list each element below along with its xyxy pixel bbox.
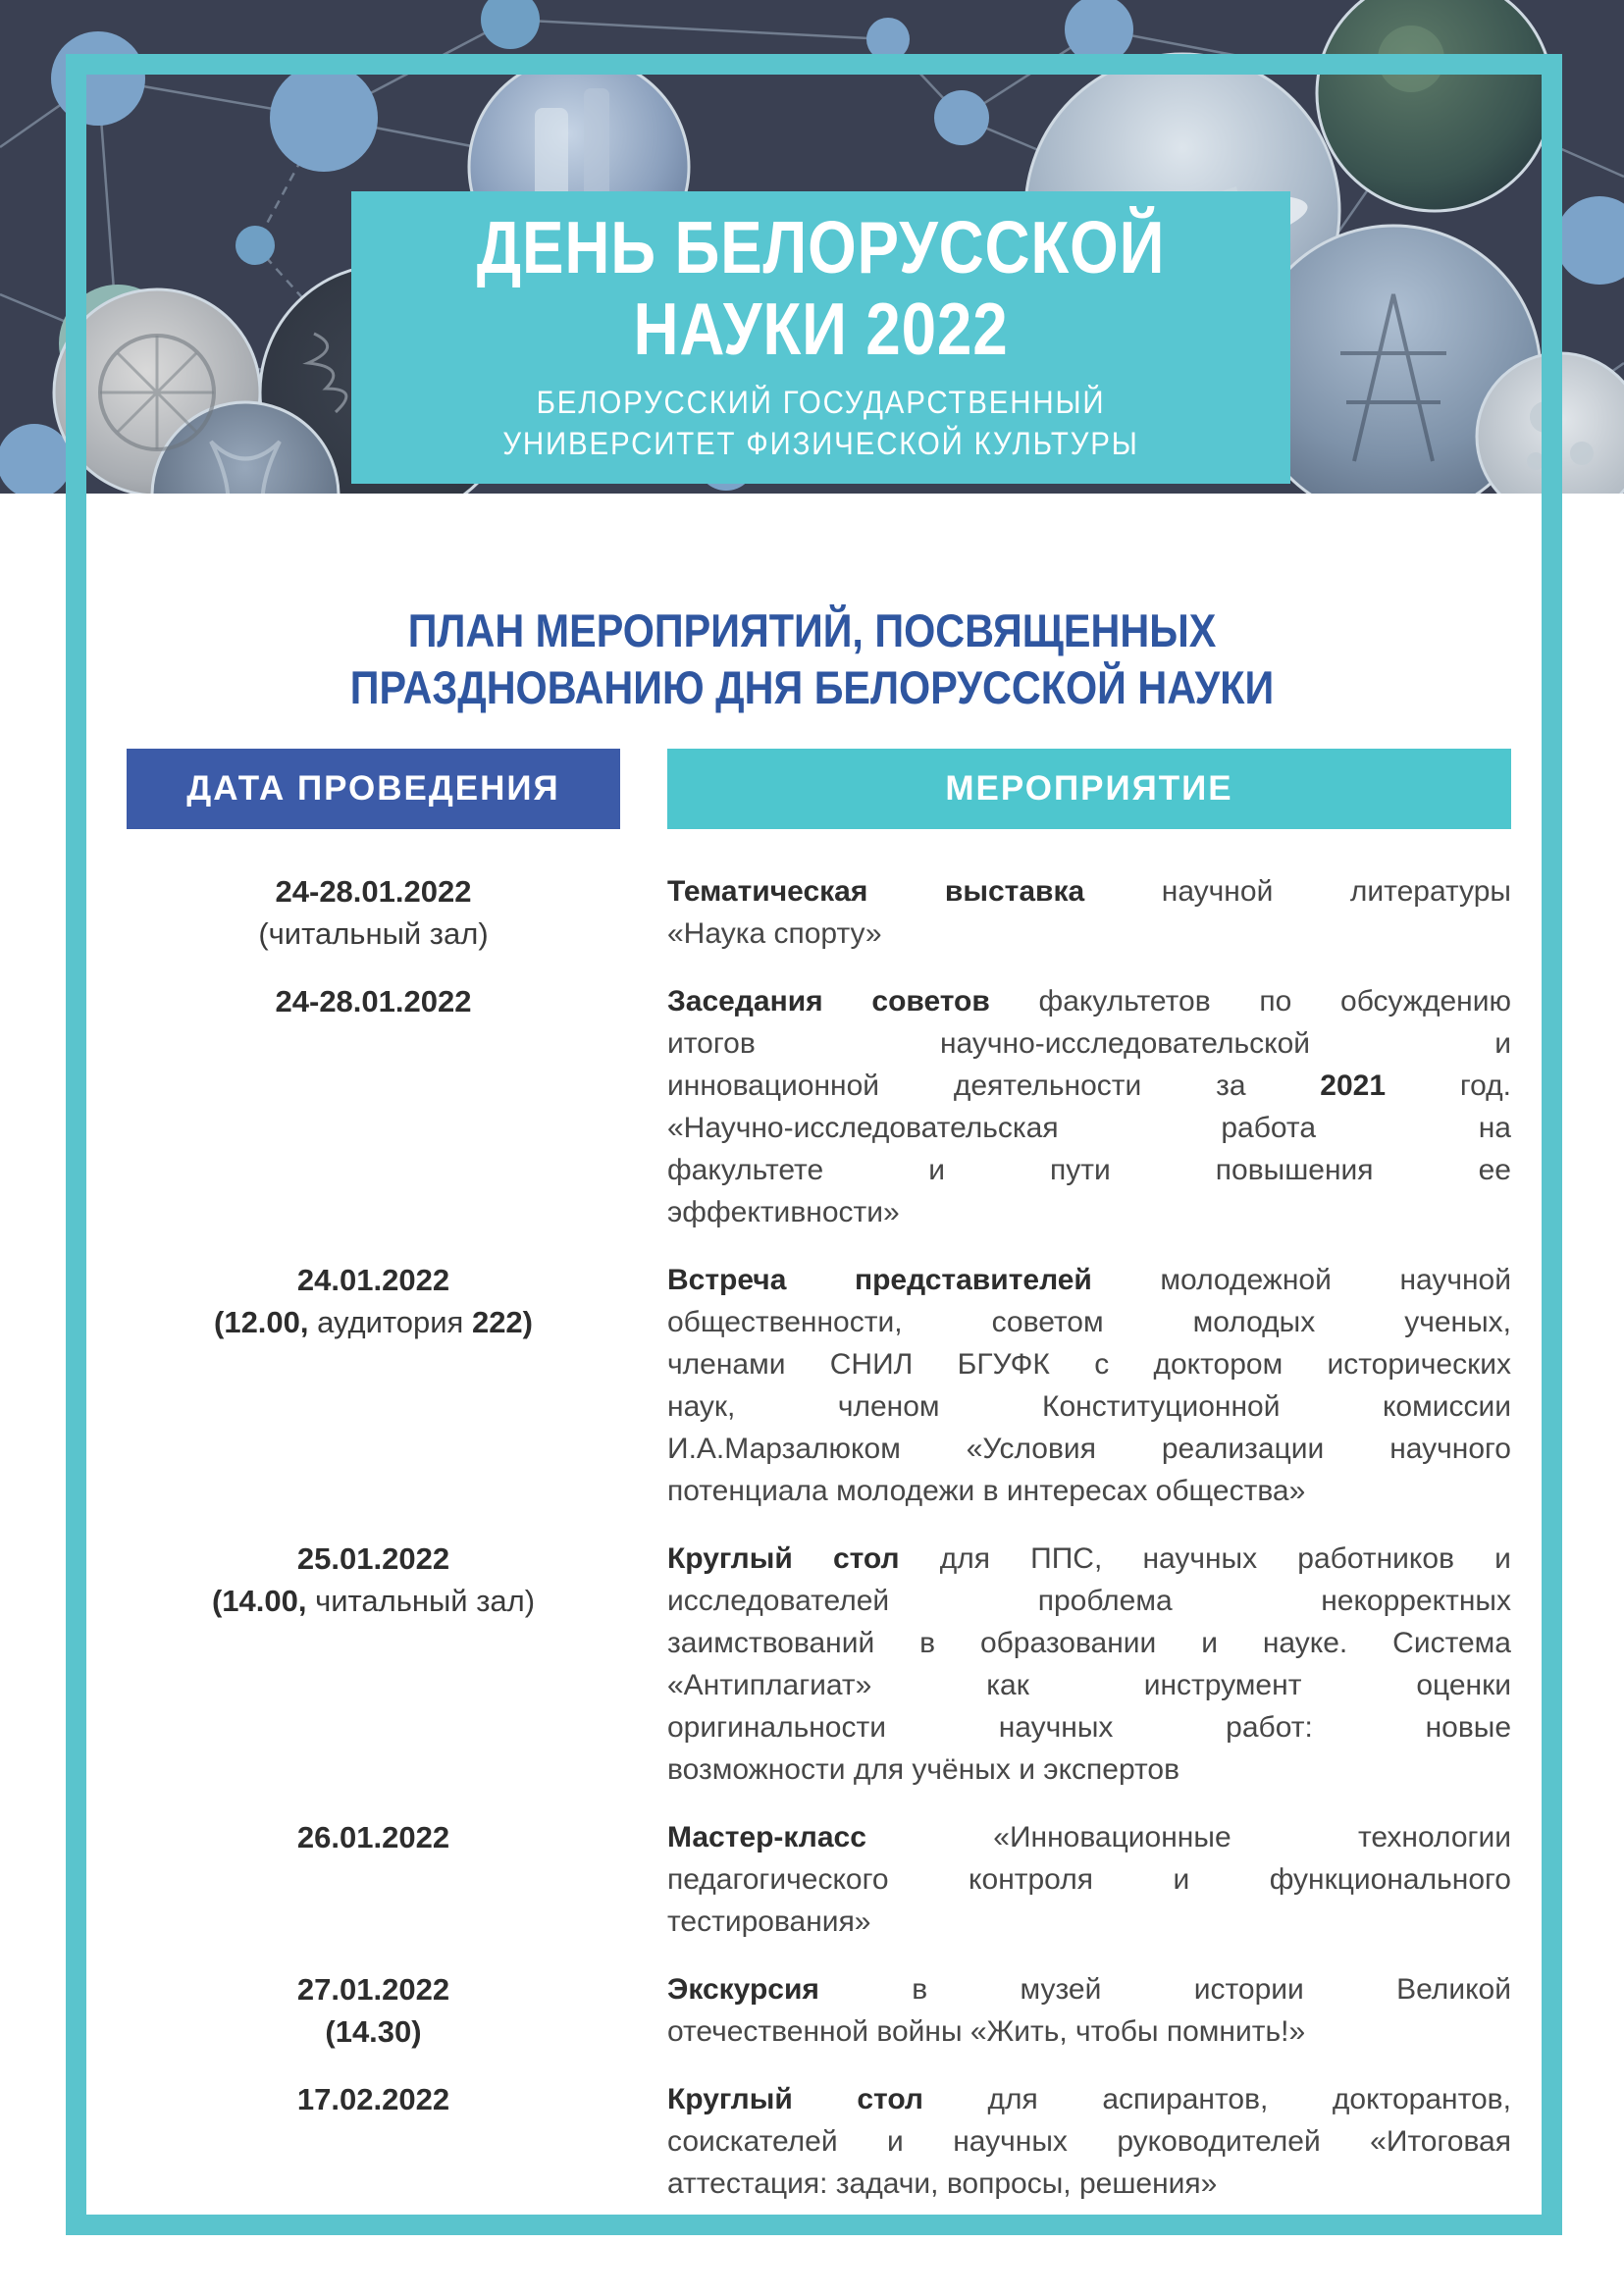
event-line — [667, 1022, 1511, 1065]
event-word: исторических — [1327, 1348, 1511, 1381]
event-word: молодых — [1192, 1306, 1316, 1338]
date-text: 17.02.2022 — [296, 2082, 450, 2116]
date-line — [127, 1538, 620, 1580]
university-name-line2: УНИВЕРСИТЕТ ФИЗИЧЕСКОЙ КУЛЬТУРЫ — [502, 426, 1139, 461]
date-text: (читальный зал) — [258, 916, 489, 951]
event-line — [667, 2078, 1511, 2120]
event-line — [667, 2120, 1511, 2163]
event-word: ее — [1478, 1154, 1511, 1186]
event-word: членом — [837, 1390, 940, 1423]
event-word: «Инновационные — [993, 1821, 1231, 1853]
event-word: научно-исследовательской — [939, 1027, 1311, 1060]
event-word: и — [928, 1154, 945, 1186]
event-line — [667, 1580, 1511, 1622]
event-word: Круглый — [667, 2083, 793, 2115]
date-text: 25.01.2022 — [296, 1541, 450, 1576]
event-word: по — [1259, 985, 1292, 1018]
date-cell — [127, 2078, 620, 2205]
event-text: аттестация: задачи, вопросы, решения» — [667, 2167, 1218, 2200]
event-word: итогов — [667, 1027, 756, 1060]
event-word: членами — [667, 1348, 786, 1381]
event-line — [667, 1259, 1511, 1301]
plan-heading-line1: ПЛАН МЕРОПРИЯТИЙ, ПОСВЯЩЕННЫХ — [407, 604, 1217, 656]
event-word: обсуждению — [1340, 985, 1511, 1018]
event-word: год. — [1459, 1070, 1511, 1102]
event-word: работа — [1221, 1112, 1317, 1144]
event-word: инновационной — [667, 1070, 880, 1102]
event-word: докторантов, — [1332, 2083, 1511, 2115]
event-line — [667, 1968, 1511, 2010]
university-name-line1: БЕЛОРУССКИЙ ГОСУДАРСТВЕННЫЙ — [536, 385, 1106, 420]
event-word: пути — [1050, 1154, 1111, 1186]
event-line — [667, 1385, 1511, 1428]
event-word: ППС, — [1030, 1542, 1103, 1575]
date-text: (14.00, — [211, 1584, 307, 1618]
event-word: технологии — [1357, 1821, 1511, 1853]
event-line — [667, 1901, 1511, 1943]
event-word: «Условия — [966, 1433, 1096, 1465]
event-word: представителей — [854, 1264, 1092, 1296]
event-word: советом — [991, 1306, 1104, 1338]
event-word: науке. — [1262, 1627, 1348, 1659]
event-line — [667, 870, 1511, 913]
event-line — [667, 1816, 1511, 1858]
event-text: эффективности» — [667, 1196, 900, 1228]
event-word: педагогического — [667, 1863, 889, 1896]
event-word: музей — [1020, 1973, 1102, 2006]
event-word: исследователей — [667, 1585, 890, 1617]
event-word: комиссии — [1382, 1390, 1511, 1423]
event-word: работ: — [1226, 1711, 1313, 1744]
date-cell — [127, 1538, 620, 1791]
event-title-line1: ДЕНЬ БЕЛОРУССКОЙ — [476, 206, 1166, 288]
event-word: факультете — [667, 1154, 824, 1186]
event-line — [667, 1149, 1511, 1191]
date-text: аудитория — [308, 1305, 472, 1339]
event-word: образовании — [979, 1627, 1157, 1659]
event-word: советов — [871, 985, 990, 1018]
column-header-event: МЕРОПРИЯТИЕ — [667, 749, 1511, 829]
event-word: выставка — [944, 875, 1085, 908]
event-cell — [667, 1968, 1511, 2053]
event-word: проблема — [1037, 1585, 1173, 1617]
event-word: руководителей — [1117, 2125, 1321, 2158]
event-word: контроля — [969, 1863, 1093, 1896]
event-text: возможности для учёных и экспертов — [667, 1753, 1180, 1786]
event-word: соискателей — [667, 2125, 838, 2158]
date-line — [127, 1301, 620, 1343]
event-line — [667, 913, 1511, 955]
event-word: деятельности — [953, 1070, 1142, 1102]
event-word: функционального — [1269, 1863, 1511, 1896]
event-word: Экскурсия — [667, 1973, 819, 2006]
event-word: в — [919, 1627, 936, 1659]
date-text: 222) — [471, 1305, 533, 1339]
event-word: научного — [1389, 1433, 1511, 1465]
event-word: и — [1173, 1863, 1190, 1896]
event-line — [667, 1858, 1511, 1901]
event-word: ученых, — [1404, 1306, 1511, 1338]
event-line — [667, 1343, 1511, 1385]
event-word: СНИЛ — [829, 1348, 914, 1381]
event-word: Заседания — [667, 985, 823, 1018]
date-text: 26.01.2022 — [296, 1820, 450, 1854]
event-line — [667, 1301, 1511, 1343]
event-line — [667, 1622, 1511, 1664]
date-text: (12.00, — [214, 1305, 309, 1339]
event-line — [667, 2163, 1511, 2205]
date-line — [127, 1816, 620, 1858]
event-word: факультетов — [1038, 985, 1211, 1018]
date-cell — [127, 1968, 620, 2053]
university-name — [389, 382, 1252, 464]
event-word: повышения — [1215, 1154, 1374, 1186]
event-cell — [667, 1259, 1511, 1512]
event-line — [667, 1748, 1511, 1791]
header-banner — [0, 0, 1624, 494]
event-word: литературы — [1349, 875, 1511, 908]
event-word: работников — [1297, 1542, 1455, 1575]
date-cell — [127, 870, 620, 955]
event-title-line2: НАУКИ 2022 — [633, 287, 1009, 370]
event-text: «Наука спорту» — [667, 917, 882, 950]
event-word: с — [1094, 1348, 1110, 1381]
date-cell — [127, 980, 620, 1233]
table-row — [127, 980, 1511, 1233]
event-word: доктором — [1153, 1348, 1283, 1381]
event-line — [667, 2010, 1511, 2053]
event-cell — [667, 980, 1511, 1233]
date-text: читальный зал) — [306, 1584, 536, 1618]
date-text: (14.30) — [325, 2014, 422, 2049]
date-line — [127, 870, 620, 913]
date-line — [127, 1968, 620, 2010]
date-line — [127, 1580, 620, 1622]
date-text: 27.01.2022 — [296, 1972, 450, 2007]
event-word: для — [987, 2083, 1038, 2115]
event-word: научных — [998, 1711, 1114, 1744]
date-line — [127, 980, 620, 1022]
date-text: 24-28.01.2022 — [275, 874, 472, 909]
date-cell — [127, 1816, 620, 1943]
event-word: научных — [1142, 1542, 1258, 1575]
event-word: и — [1201, 1627, 1218, 1659]
event-word: стол — [857, 2083, 923, 2115]
event-word: наук, — [667, 1390, 736, 1423]
event-word: Тематическая — [667, 875, 868, 908]
event-word: «Научно-исследовательская — [667, 1112, 1059, 1144]
table-row — [127, 1259, 1511, 1512]
event-word: как — [986, 1669, 1029, 1701]
event-word: и — [887, 2125, 904, 2158]
event-word: инструмент — [1143, 1669, 1302, 1701]
table-row — [127, 1816, 1511, 1943]
table-header-row — [127, 749, 1511, 829]
event-word: Система — [1392, 1627, 1511, 1659]
event-word: научной — [1399, 1264, 1511, 1296]
event-word: оригинальности — [667, 1711, 886, 1744]
event-word: для — [939, 1542, 990, 1575]
event-cell — [667, 2078, 1511, 2205]
date-line — [127, 1259, 620, 1301]
event-word: Встреча — [667, 1264, 787, 1296]
event-line — [667, 1706, 1511, 1748]
table-body — [127, 870, 1511, 2205]
event-word: и — [1494, 1542, 1511, 1575]
event-line — [667, 1664, 1511, 1706]
event-word: «Антиплагиат» — [667, 1669, 872, 1701]
event-cell — [667, 1538, 1511, 1791]
table-row — [127, 870, 1511, 955]
event-word: оценки — [1416, 1669, 1511, 1701]
event-word: БГУФК — [957, 1348, 1050, 1381]
event-line — [667, 1065, 1511, 1107]
event-line — [667, 1107, 1511, 1149]
event-word: заимствований — [667, 1627, 875, 1659]
event-word: научных — [953, 2125, 1068, 2158]
event-line — [667, 1428, 1511, 1470]
table-row — [127, 1538, 1511, 1791]
event-text: отечественной войны «Жить, чтобы помнить!» — [667, 2015, 1306, 2048]
event-word: Круглый — [667, 1542, 793, 1575]
event-cell — [667, 1816, 1511, 1943]
event-word: новые — [1425, 1711, 1511, 1744]
date-cell — [127, 1259, 620, 1512]
event-text: тестирования» — [667, 1905, 871, 1938]
event-word: некорректных — [1321, 1585, 1511, 1617]
plan-heading-line2: ПРАЗДНОВАНИЮ ДНЯ БЕЛОРУССКОЙ НАУКИ — [349, 661, 1275, 713]
event-line — [667, 1191, 1511, 1233]
table-row — [127, 1968, 1511, 2053]
event-cell — [667, 870, 1511, 955]
event-text: потенциала молодежи в интересах общества» — [667, 1475, 1306, 1507]
event-word: в — [912, 1973, 928, 2006]
event-word: общественности, — [667, 1306, 903, 1338]
title-block — [351, 191, 1290, 484]
event-line — [667, 1470, 1511, 1512]
plan-heading — [0, 602, 1624, 716]
event-word: реализации — [1161, 1433, 1325, 1465]
date-text: 24.01.2022 — [296, 1263, 450, 1297]
event-word: за — [1216, 1070, 1246, 1102]
date-text: 24-28.01.2022 — [275, 984, 472, 1018]
event-word: истории — [1193, 1973, 1304, 2006]
column-header-date: ДАТА ПРОВЕДЕНИЯ — [127, 749, 620, 829]
event-line — [667, 1538, 1511, 1580]
table-row — [127, 2078, 1511, 2205]
events-table — [127, 749, 1511, 2230]
event-word: и — [1494, 1027, 1511, 1060]
event-word: на — [1478, 1112, 1511, 1144]
event-word: И.А.Марзалюком — [667, 1433, 901, 1465]
event-line — [667, 980, 1511, 1022]
event-word: аспирантов, — [1102, 2083, 1269, 2115]
date-line — [127, 2010, 620, 2053]
date-line — [127, 913, 620, 955]
event-word: «Итоговая — [1370, 2125, 1511, 2158]
event-word: Мастер-класс — [667, 1821, 866, 1853]
date-line — [127, 2078, 620, 2120]
event-word: 2021 — [1320, 1070, 1387, 1102]
event-title — [422, 207, 1220, 370]
event-word: Великой — [1396, 1973, 1511, 2006]
event-word: Конституционной — [1041, 1390, 1281, 1423]
event-word: молодежной — [1160, 1264, 1332, 1296]
event-word: научной — [1161, 875, 1274, 908]
event-word: стол — [832, 1542, 900, 1575]
